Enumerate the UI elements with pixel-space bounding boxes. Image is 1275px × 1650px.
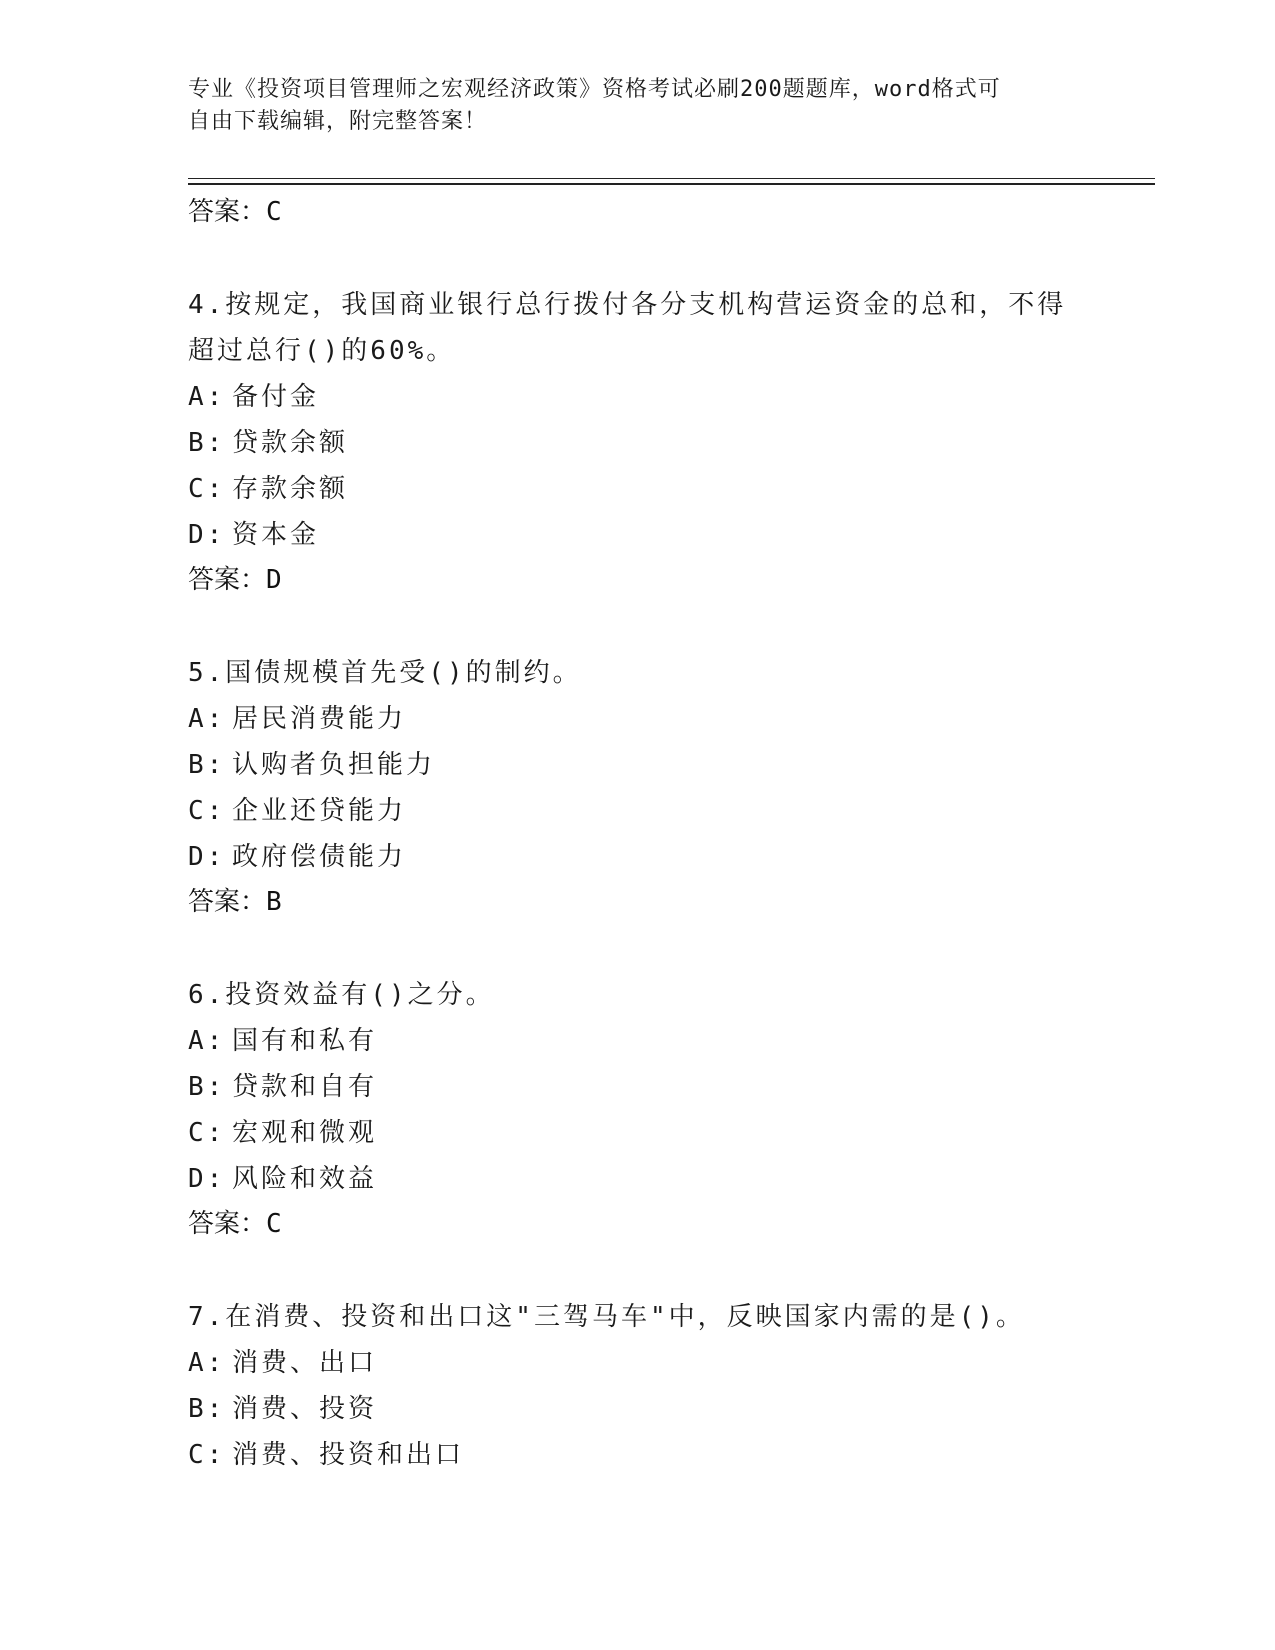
option-key: B:	[188, 428, 226, 458]
question-list	[188, 190, 1088, 1478]
option-text: 贷款余额	[232, 428, 349, 458]
question-6-text: 6.投资效益有()之分。	[188, 980, 495, 1010]
option-text: 贷款和自有	[232, 1072, 378, 1102]
option-key: C:	[188, 474, 226, 504]
question-4-answer: 答案：D	[188, 565, 282, 595]
option-key: B:	[188, 1394, 226, 1424]
question-4-option-d	[188, 512, 1088, 558]
question-6-option-d	[188, 1156, 1088, 1202]
option-key: D:	[188, 520, 226, 550]
option-text: 居民消费能力	[232, 704, 407, 734]
option-text: 宏观和微观	[232, 1118, 378, 1148]
option-key: A:	[188, 1348, 226, 1378]
option-text: 存款余额	[232, 474, 349, 504]
option-text: 认购者负担能力	[232, 750, 436, 780]
spacer	[188, 234, 1088, 282]
question-5-option-d	[188, 834, 1088, 880]
question-4	[188, 282, 1088, 602]
question-6	[188, 972, 1088, 1246]
question-4-option-a	[188, 374, 1088, 420]
option-key: C:	[188, 1440, 226, 1470]
option-text: 风险和效益	[232, 1164, 378, 1194]
previous-answer: 答案：C	[188, 197, 282, 227]
option-text: 企业还贷能力	[232, 796, 407, 826]
spacer	[188, 1246, 1088, 1294]
option-key: D:	[188, 1164, 226, 1194]
option-text: 资本金	[232, 520, 320, 550]
header-line-1: 专业《投资项目管理师之宏观经济政策》资格考试必刷200题题库，word格式可	[188, 77, 1001, 102]
question-5-option-c	[188, 788, 1088, 834]
question-4-option-b	[188, 420, 1088, 466]
header-line-2: 自由下载编辑，附完整答案！	[188, 109, 488, 134]
question-7-option-b	[188, 1386, 1088, 1432]
option-text: 消费、投资和出口	[232, 1440, 465, 1470]
option-key: A:	[188, 704, 226, 734]
spacer	[188, 924, 1088, 972]
option-text: 政府偿债能力	[232, 842, 407, 872]
option-key: B:	[188, 1072, 226, 1102]
question-6-option-b	[188, 1064, 1088, 1110]
question-5-answer: 答案：B	[188, 887, 282, 917]
question-6-answer: 答案：C	[188, 1209, 282, 1239]
question-7-text: 7.在消费、投资和出口这"三驾马车"中，反映国家内需的是()。	[188, 1302, 1025, 1332]
question-5-text: 5.国债规模首先受()的制约。	[188, 658, 582, 688]
option-key: C:	[188, 796, 226, 826]
option-key: D:	[188, 842, 226, 872]
question-4-option-c	[188, 466, 1088, 512]
header-divider-thick	[188, 183, 1155, 185]
question-7-option-a	[188, 1340, 1088, 1386]
question-4-line-1: 4.按规定，我国商业银行总行拨付各分支机构营运资金的总和，不得	[188, 290, 1067, 320]
option-text: 备付金	[232, 382, 320, 412]
option-text: 消费、投资	[232, 1394, 378, 1424]
header-divider-thin	[188, 178, 1155, 179]
question-6-option-a	[188, 1018, 1088, 1064]
question-7	[188, 1294, 1088, 1478]
question-7-option-c	[188, 1432, 1088, 1478]
option-key: A:	[188, 382, 226, 412]
spacer	[188, 602, 1088, 650]
question-5-option-a	[188, 696, 1088, 742]
option-text: 国有和私有	[232, 1026, 378, 1056]
question-4-line-2: 超过总行()的60%。	[188, 336, 456, 366]
option-text: 消费、出口	[232, 1348, 378, 1378]
option-key: A:	[188, 1026, 226, 1056]
option-key: C:	[188, 1118, 226, 1148]
option-key: B:	[188, 750, 226, 780]
document-header	[188, 74, 1078, 138]
question-5	[188, 650, 1088, 924]
question-6-option-c	[188, 1110, 1088, 1156]
question-5-option-b	[188, 742, 1088, 788]
question-4-text	[188, 282, 1068, 374]
